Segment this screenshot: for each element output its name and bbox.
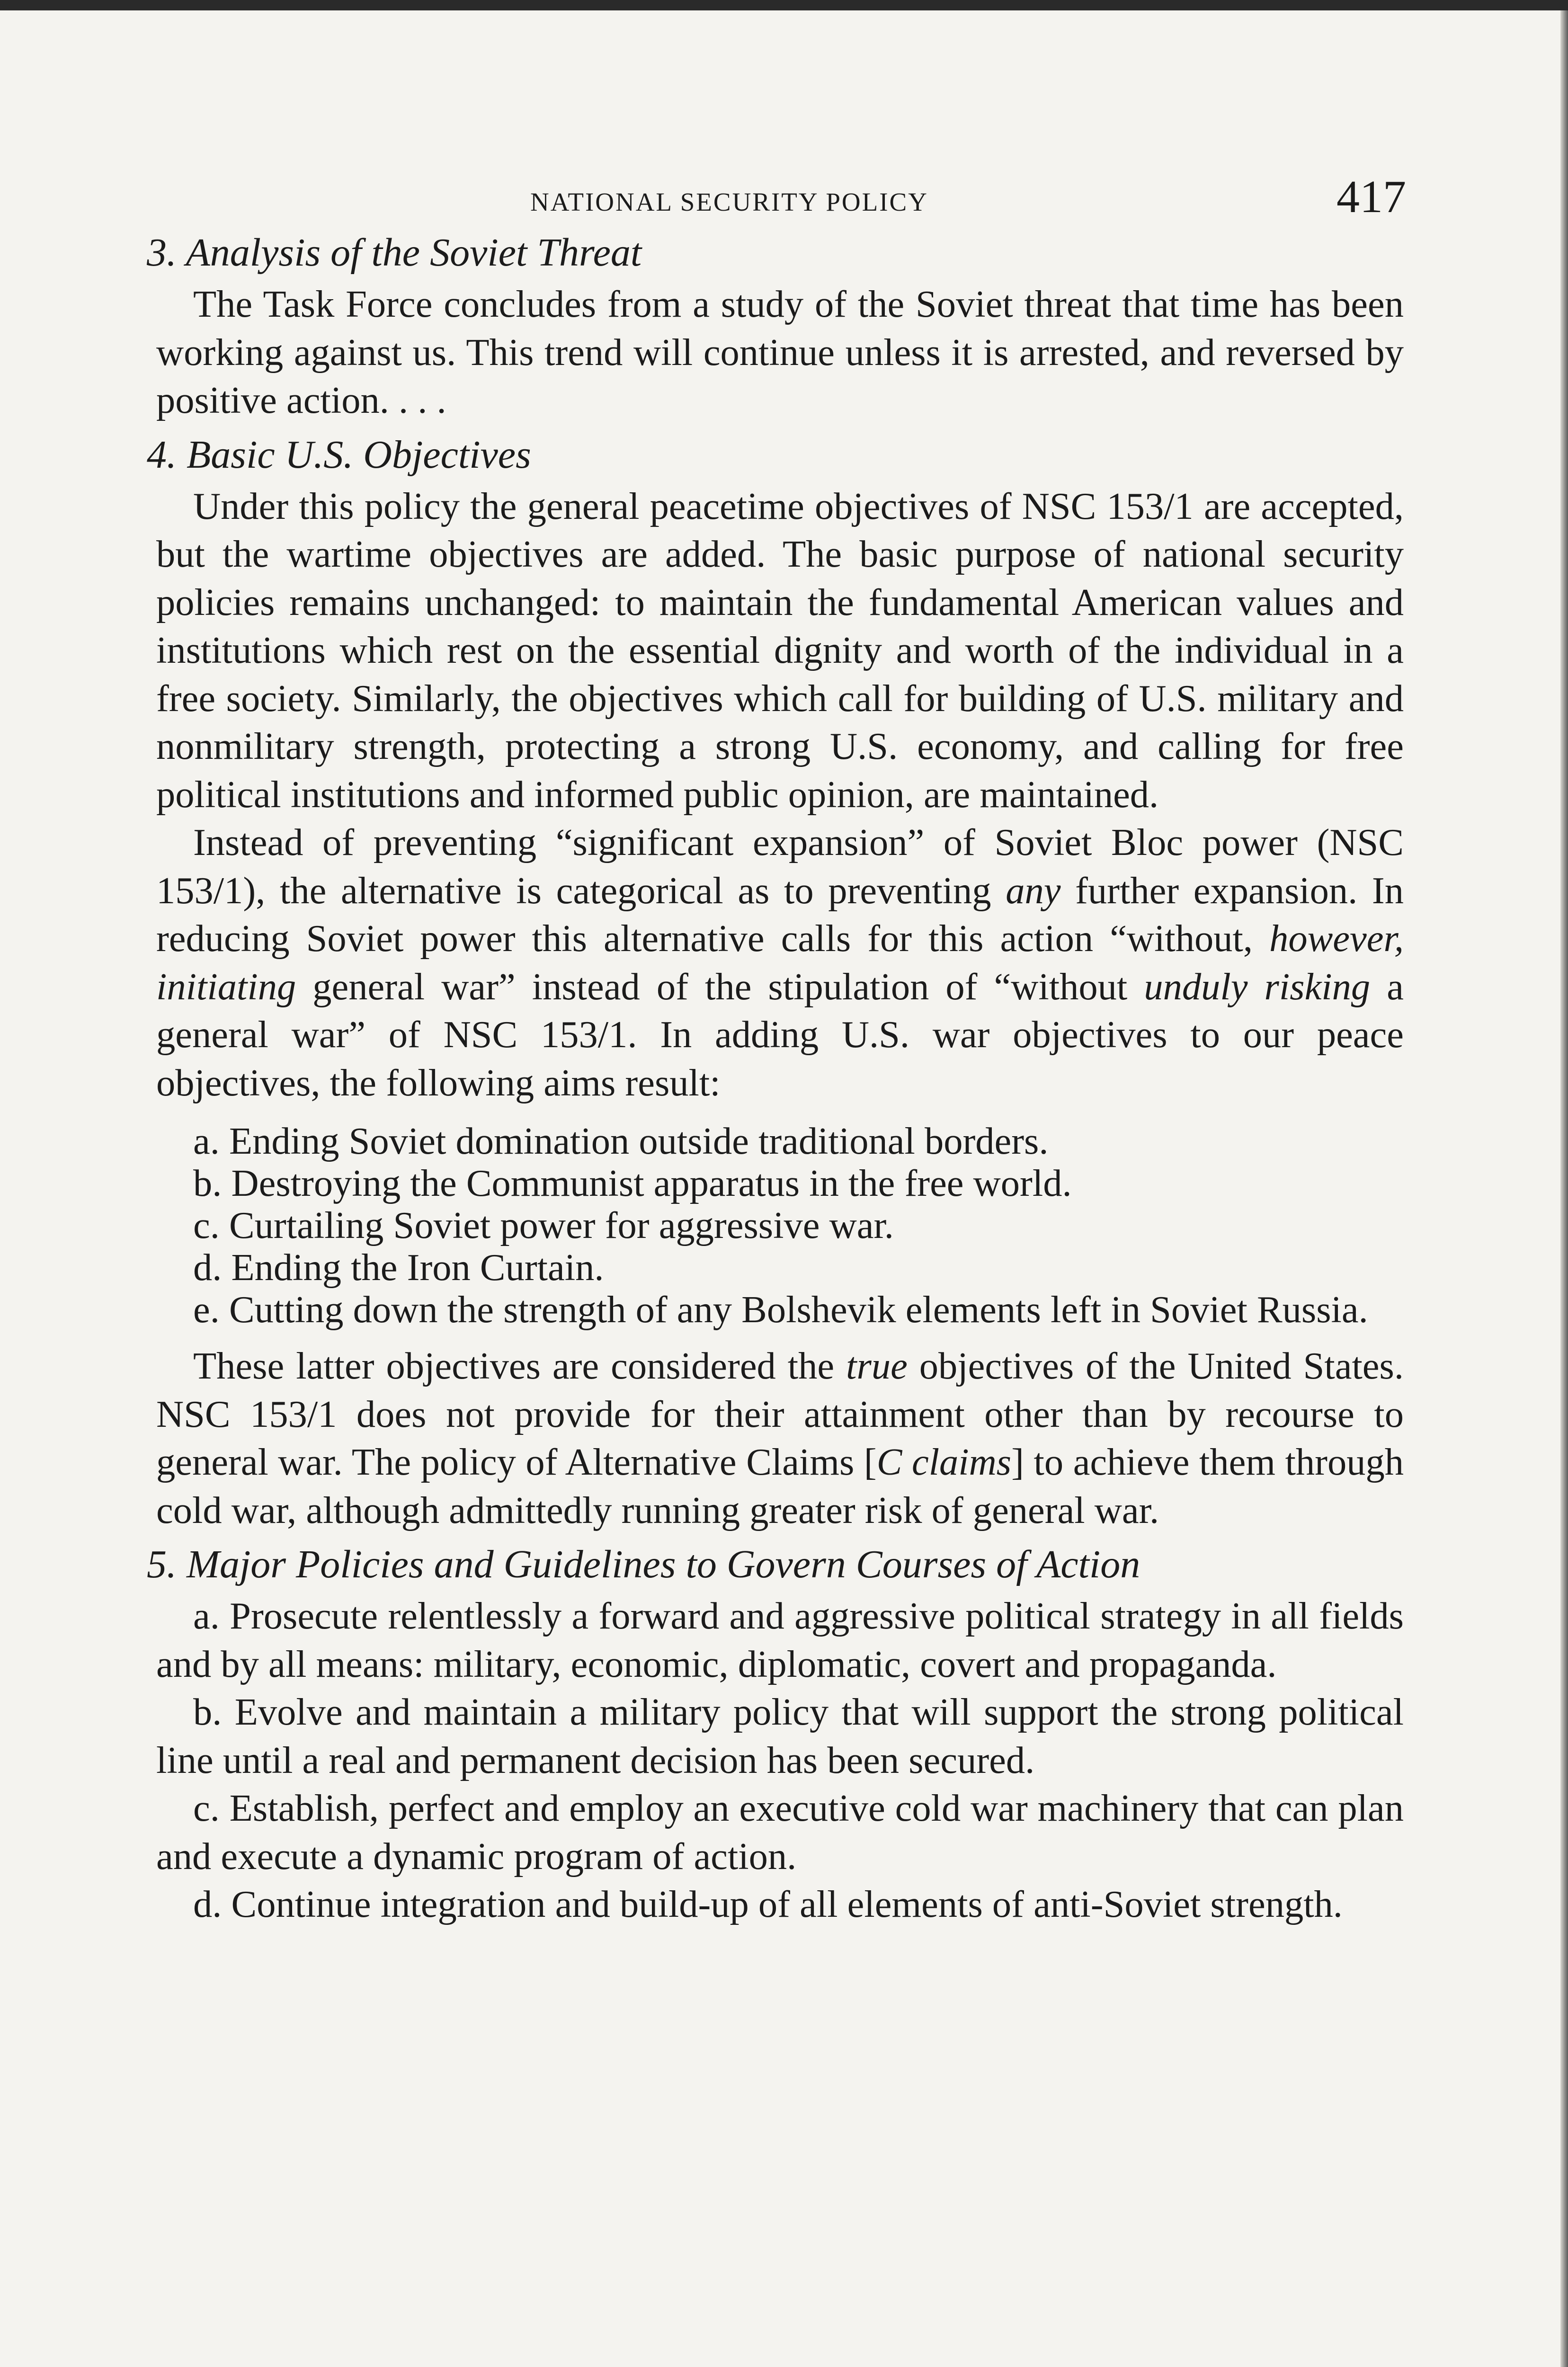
list-item: d. Ending the Iron Curtain. [193,1246,604,1289]
list-item: e. Cutting down the strength of any Bolshevik elements left in Soviet Russia. [193,1289,1368,1331]
section-heading-5: 5. Major Policies and Guidelines to Govern Courses of Action [147,1542,1140,1586]
section-heading-4: 4. Basic U.S. Objectives [147,432,531,477]
policy-item-d: d. Continue integration and build-up of all elements of anti-Soviet strength. [193,1883,1343,1925]
paragraph-true-objectives: These latter objectives are considered the true objectives of the United States. NSC 153/1 does not provide for their attainment other than by recourse to general war. The policy of Alternative Claims [C claims] to achieve them through cold war, although admittedly running greater risk of general war. [156,1345,1404,1531]
war-aims-list [156,1120,1404,1331]
running-title: NATIONAL SECURITY POLICY [530,187,928,216]
running-head [156,161,1404,222]
section-heading-3: 3. Analysis of the Soviet Threat [147,231,642,275]
paragraph-expansion: Instead of preventing “significant expansion” of Soviet Bloc power (NSC 153/1), the alternative is categorical as to preventing any further expansion. In reducing Soviet power this alternative calls for this action “without, however, initiating general war” instead of the stipulation of “without unduly risking a general war” of NSC 153/1. In adding U.S. war objectives to our peace objectives, the following aims result: [156,821,1404,1104]
policy-item-a: a. Prosecute relentlessly a forward and aggressive political strategy in all fields and by all means: military, economic, diplomatic, covert and propaganda. [156,1595,1404,1685]
page-top-border [0,0,1568,10]
policy-item-b: b. Evolve and maintain a military policy that will support the strong political line until a real and permanent decision has been secured. [156,1691,1404,1781]
paragraph-soviet-threat: The Task Force concludes from a study of the Soviet threat that time has been working against us. This trend will continue unless it is arrested, and reversed by positive action. . . . [156,283,1404,421]
list-item: c. Curtailing Soviet power for aggressive war. [193,1204,894,1246]
page-binding-edge [1560,10,1568,2367]
document-page [147,161,1406,1929]
paragraph-basic-objectives: Under this policy the general peacetime objectives of NSC 153/1 are accepted, but the wartime objectives are added. The basic purpose of national security policies remains unchanged: to maintain the fundamental American values and institutions which rest on the essential dignity and worth of the individual in a free society. Similarly, the objectives which call for building of U.S. military and nonmilitary strength, protecting a strong U.S. economy, and calling for free political institutions and informed public opinion, are maintained. [156,485,1404,816]
page-number: 417 [1336,171,1406,222]
list-item: a. Ending Soviet domination outside traditional borders. [193,1120,1049,1162]
list-item: b. Destroying the Communist apparatus in the free world. [193,1162,1072,1204]
policy-item-c: c. Establish, perfect and employ an executive cold war machinery that can plan and execute a dynamic program of action. [156,1787,1404,1878]
